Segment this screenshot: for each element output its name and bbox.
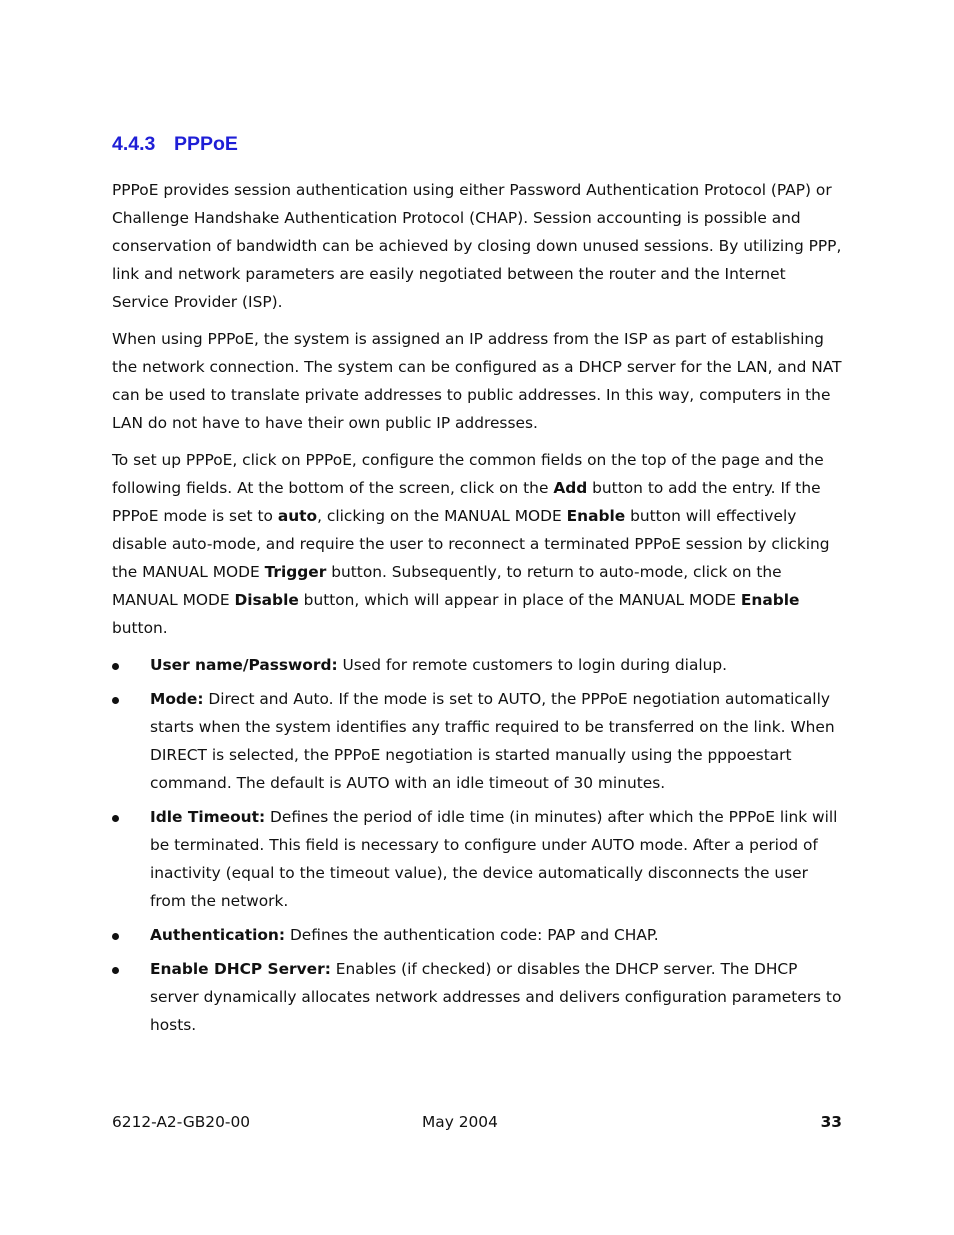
page-number: 33 [820, 1113, 842, 1131]
document-id: 6212-A2-GB20-00 [112, 1113, 251, 1131]
list-item-idle-timeout [112, 803, 846, 915]
bullet-icon [112, 697, 119, 704]
definition: Enables (if checked) or disables the DHCP server. The DHCP server dynamically allocates network addresses and delivers configuration parameters to hosts. [150, 960, 842, 1034]
text-run: button will effectively disable auto-mode, and require the user to reconnect a terminated PPPoE session by clicking the MANUAL MODE [112, 507, 830, 581]
text-run: , clicking on the MANUAL MODE [317, 507, 567, 525]
bold-auto: auto [277, 507, 318, 525]
definition: Defines the period of idle time (in minutes) after which the PPPoE link will be terminated. This field is necessary to configure under AUTO mode. After a period of inactivity (equal to the timeout value), the device automatically disconnects the user from the network. [150, 808, 838, 910]
list-item-username-password [112, 651, 846, 679]
text-run: button. Subsequently, to return to auto-mode, click on the MANUAL MODE [112, 563, 782, 609]
text-run: To set up PPPoE, click on PPPoE, configure the common fields on the top of the page and the following fields. At the bottom of the screen, click on the [112, 451, 824, 497]
bold-enable: Enable [566, 507, 626, 525]
paragraph-intro: PPPoE provides session authentication using either Password Authentication Protocol (PAP) or Challenge Handshake Authentication Protocol (CHAP). Session accounting is possible and conservation of bandwidth can be achieved by closing down unused sessions. By utilizing PPP, link and network parameters are easily negotiated between the router and the Internet Service Provider (ISP). [112, 181, 842, 311]
bold-enable-2: Enable [740, 591, 800, 609]
field-definitions-list [112, 651, 846, 1039]
list-item-mode [112, 685, 846, 797]
bold-disable: Disable [234, 591, 299, 609]
bullet-icon [112, 663, 119, 670]
definition: Defines the authentication code: PAP and CHAP. [285, 926, 659, 944]
bold-trigger: Trigger [264, 563, 327, 581]
text-run: button to add the entry. If the PPPoE mode is set to [112, 479, 821, 525]
body-text [112, 176, 846, 1045]
term: Mode: [150, 690, 204, 708]
text-run: button, which will appear in place of the MANUAL MODE [298, 591, 741, 609]
bullet-icon [112, 815, 119, 822]
page-footer [112, 1113, 842, 1137]
list-item-authentication [112, 921, 846, 949]
term: Idle Timeout: [150, 808, 266, 826]
text-run: button. [112, 619, 168, 637]
list-item-enable-dhcp-server [112, 955, 846, 1039]
term: User name/Password: [150, 656, 338, 674]
term: Authentication: [150, 926, 286, 944]
bullet-icon [112, 967, 119, 974]
paragraph-ip-assignment: When using PPPoE, the system is assigned an IP address from the ISP as part of establishing the network connection. The system can be configured as a DHCP server for the LAN, and NAT can be used to translate private addresses to public addresses. In this way, computers in the LAN do not have to have their own public IP addresses. [112, 330, 842, 432]
bold-add: Add [553, 479, 588, 497]
section-heading [112, 133, 238, 156]
bullet-icon [112, 933, 119, 940]
section-number: 4.4.3 [112, 133, 156, 155]
section-title: PPPoE [174, 133, 238, 155]
paragraph-setup-instructions [112, 446, 846, 642]
definition: Used for remote customers to login during dialup. [337, 656, 728, 674]
definition: Direct and Auto. If the mode is set to AUTO, the PPPoE negotiation automatically starts when the system identifies any traffic required to be transferred on the link. When DIRECT is selected, the PPPoE negotiation is started manually using the pppoestart command. The default is AUTO with an idle timeout of 30 minutes. [150, 690, 835, 792]
term: Enable DHCP Server: [150, 960, 331, 978]
publication-date: May 2004 [422, 1113, 498, 1131]
